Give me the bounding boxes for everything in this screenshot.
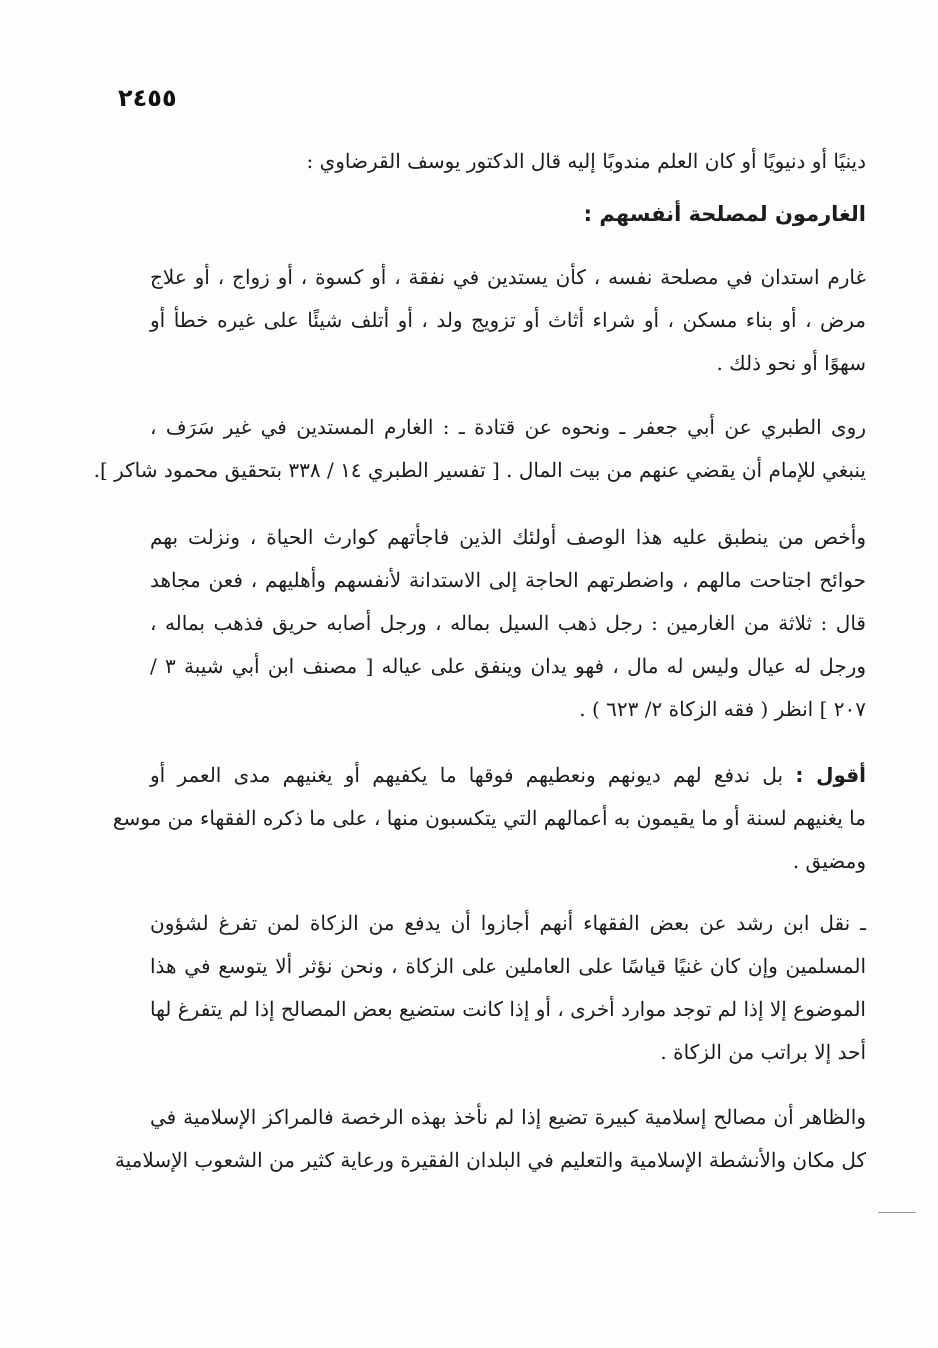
paragraph-4 <box>112 754 867 883</box>
paragraph-line: ورجل له عيال وليس له مال ، فهو يدان وينفق على عياله [ مصنف ابن أبي شيبة ٣ / <box>150 654 866 678</box>
paragraph-line: ما يغنيهم لسنة أو ما يقيمون به أعمالهم التي يتكسبون منها ، على ما ذكره الفقهاء من موسع <box>112 806 866 830</box>
paragraph-line: وأخص من ينطبق عليه هذا الوصف أولئك الذين فاجأتهم كوارث الحياة ، ونزلت بهم <box>150 525 866 549</box>
paragraph-6 <box>114 1096 866 1182</box>
paragraph-lead: أقول : <box>795 763 867 787</box>
paragraph-1 <box>150 256 866 385</box>
paragraph-line: روى الطبري عن أبي جعفر ـ ونحوه عن قتادة ـ : الغارم المستدين في غير سَرَف ، <box>150 415 866 439</box>
intro-line: دينيًا أو دنيويًا أو كان العلم مندوبًا إليه قال الدكتور يوسف القرضاوي : <box>306 149 866 173</box>
paragraph-line-text: بل ندفع لهم ديونهم ونعطيهم فوقها ما يكفيهم أو يغنيهم مدى العمر أو <box>150 763 784 787</box>
intro-paragraph <box>150 140 866 183</box>
paragraph-line: ٢٠٧ ] انظر ( فقه الزكاة ٢/ ٦٢٣ ) . <box>579 697 866 721</box>
paragraph-5 <box>150 902 866 1074</box>
paragraph-line: حوائح اجتاحت مالهم ، واضطرتهم الحاجة إلى الاستدانة لأنفسهم وأهليهم ، فعن مجاهد <box>150 568 866 592</box>
paragraph-line: ـ نقل ابن رشد عن بعض الفقهاء أنهم أجازوا أن يدفع من الزكاة لمن تفرغ لشؤون <box>150 911 866 935</box>
paragraph-line: ينبغي للإمام أن يقضي عنهم من بيت المال . [ تفسير الطبري ١٤ / ٣٣٨ بتحقيق محمود شاكر ]. <box>93 458 866 482</box>
paragraph-line: المسلمين وإن كان غنيًا قياسًا على العاملين على الزكاة ، ونحن نؤثر ألا يتوسع في هذا <box>150 954 866 978</box>
paragraph-line <box>150 754 866 797</box>
paragraph-line: ومضيق . <box>792 849 866 873</box>
paragraph-line: غارم استدان في مصلحة نفسه ، كأن يستدين في نفقة ، أو كسوة ، أو زواج ، أو علاج <box>150 265 866 289</box>
paragraph-3 <box>150 516 866 731</box>
paragraph-line: كل مكان والأنشطة الإسلامية والتعليم في البلدان الفقيرة ورعاية كثير من الشعوب الإسلامية <box>114 1148 866 1172</box>
paragraph-line: والظاهر أن مصالح إسلامية كبيرة تضيع إذا لم نأخذ بهذه الرخصة فالمراكز الإسلامية في <box>150 1105 866 1129</box>
page-number: ٢٤٥٥ <box>118 84 177 112</box>
paragraph-line: سهوًا أو نحو ذلك . <box>716 351 866 375</box>
paragraph-line: أحد إلا براتب من الزكاة . <box>660 1040 866 1064</box>
paragraph-2 <box>93 406 866 492</box>
paragraph-line: قال : ثلاثة من الغارمين : رجل ذهب السيل بماله ، ورجل أصابه حريق فذهب بماله ، <box>150 611 866 635</box>
paragraph-line: الموضوع إلا إذا لم توجد موارد أخرى ، أو إذا كانت ستضيع بعض المصالح إذا لم يتفرغ لها <box>149 997 866 1021</box>
scan-mark <box>878 1212 916 1213</box>
section-heading: الغارمون لمصلحة أنفسهم : <box>583 202 866 226</box>
paragraph-line: مرض ، أو بناء مسكن ، أو شراء أثاث أو تزويج ولد ، أو أتلف شيئًا على غيره خطأ أو <box>150 308 866 332</box>
